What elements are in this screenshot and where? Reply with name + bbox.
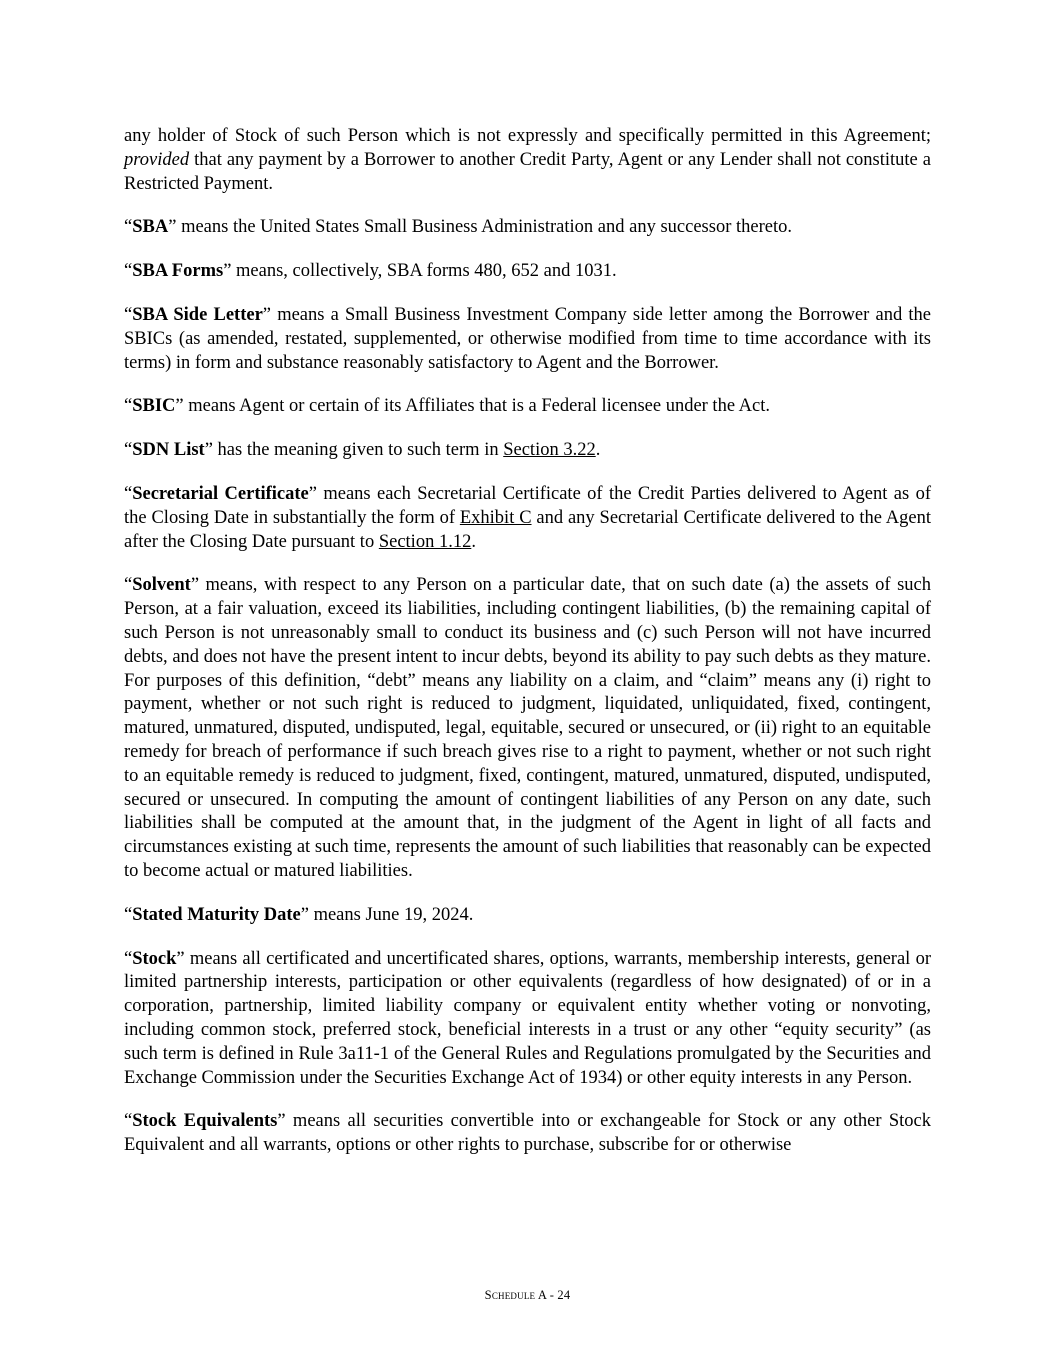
defined-term: SDN List <box>132 440 205 461</box>
definition-sba-side-letter: “SBA Side Letter” means a Small Business Investment Company side letter among the Borrower and the SBICs (as amended, restated, supplemented, or otherwise modified from time to time accordance with its terms) in form and substance reasonably satisfactory to Agent and the Borrower. <box>124 304 931 373</box>
defined-term: Stock <box>132 948 177 969</box>
defined-term: SBA Forms <box>132 261 224 282</box>
defined-term: SBIC <box>132 396 176 417</box>
defined-term: Secretarial Certificate <box>132 483 309 504</box>
definition-solvent: “Solvent” means, with respect to any Person on a particular date, that on such date (a) the assets of such Person, at a fair valuation, exceed its liabilities, including contingent liabilities, (b) the remaining capital of such Person is not unreasonably small to conduct its business and (c) such Person will not have incurred debts, and does not have the present intent to incur debts, beyond its ability to pay such debts as they mature. For purposes of this definition, “debt” means any liability on a claim, and “claim” means any (i) right to payment, whether or not such right is reduced to judgment, liquidated, unliquidated, fixed, contingent, matured, unmatured, disputed, undisputed, legal, equitable, secured or unsecured, or (ii) right to an equitable remedy for breach of performance if such breach gives rise to a right to payment, whether or not such right to an equitable remedy is reduced to judgment, fixed, contingent, matured, unmatured, disputed, undisputed, secured or unsecured. In computing the amount of contingent liabilities of any Person on any date, such liabilities shall be computed at the amount that, in the judgment of the Agent in light of all facts and circumstances existing at such time, represents the amount of such liabilities that reasonably can be expected to become actual or matured liabilities. <box>124 575 931 881</box>
defined-term: SBA <box>132 217 169 238</box>
defined-term: Stated Maturity Date <box>132 904 301 925</box>
definition-sdn-list: “SDN List” has the meaning given to such term in Section 3.22. <box>124 440 601 461</box>
definition-sba-forms: “SBA Forms” means, collectively, SBA forms 480, 652 and 1031. <box>124 261 617 282</box>
page-footer: Schedule A - 24 <box>484 1288 571 1302</box>
definition-stated-maturity-date: “Stated Maturity Date” means June 19, 2024. <box>124 904 474 925</box>
exhibit-reference-link[interactable]: Exhibit C <box>459 507 532 528</box>
document-page <box>124 125 931 1178</box>
continuation-paragraph: any holder of Stock of such Person which is not expressly and specifically permitted in this Agreement; provided that any payment by a Borrower to another Credit Party, Agent or any Lender shall not constitute a Restricted Payment. <box>124 126 931 194</box>
defined-term: SBA Side Letter <box>132 304 263 325</box>
definition-stock-equivalents: “Stock Equivalents” means all securities convertible into or exchangeable for Stock or any other Stock Equivalent and all warrants, options or other rights to purchase, subscribe for or otherwise <box>124 1111 931 1156</box>
defined-term: Stock Equivalents <box>132 1111 278 1132</box>
section-reference-link[interactable]: Section 1.12 <box>378 531 472 552</box>
definition-secretarial-certificate: “Secretarial Certificate” means each Secretarial Certificate of the Credit Parties delivered to Agent as of the Closing Date in substantially the form of Exhibit C and any Secretarial Certificate delivered to the Agent after the Closing Date pursuant to Section 1.12. <box>124 483 931 552</box>
defined-term: Solvent <box>132 575 191 596</box>
definition-stock: “Stock” means all certificated and uncertificated shares, options, warrants, membership interests, general or limited partnership interests, participation or other equivalents (regardless of how designated) of or in a corporation, partnership, limited liability company or equivalent entity whether voting or nonvoting, including common stock, preferred stock, beneficial interests in a trust or any other “equity security” (as such term is defined in Rule 3a11-1 of the General Rules and Regulations promulgated by the Securities and Exchange Commission under the Securities Exchange Act of 1934) or other equity interests in any Person. <box>124 948 931 1088</box>
definition-sba: “SBA” means the United States Small Business Administration and any successor thereto. <box>124 217 792 238</box>
section-reference-link[interactable]: Section 3.22 <box>503 440 596 461</box>
definition-sbic: “SBIC” means Agent or certain of its Affiliates that is a Federal licensee under the Act. <box>124 396 770 417</box>
